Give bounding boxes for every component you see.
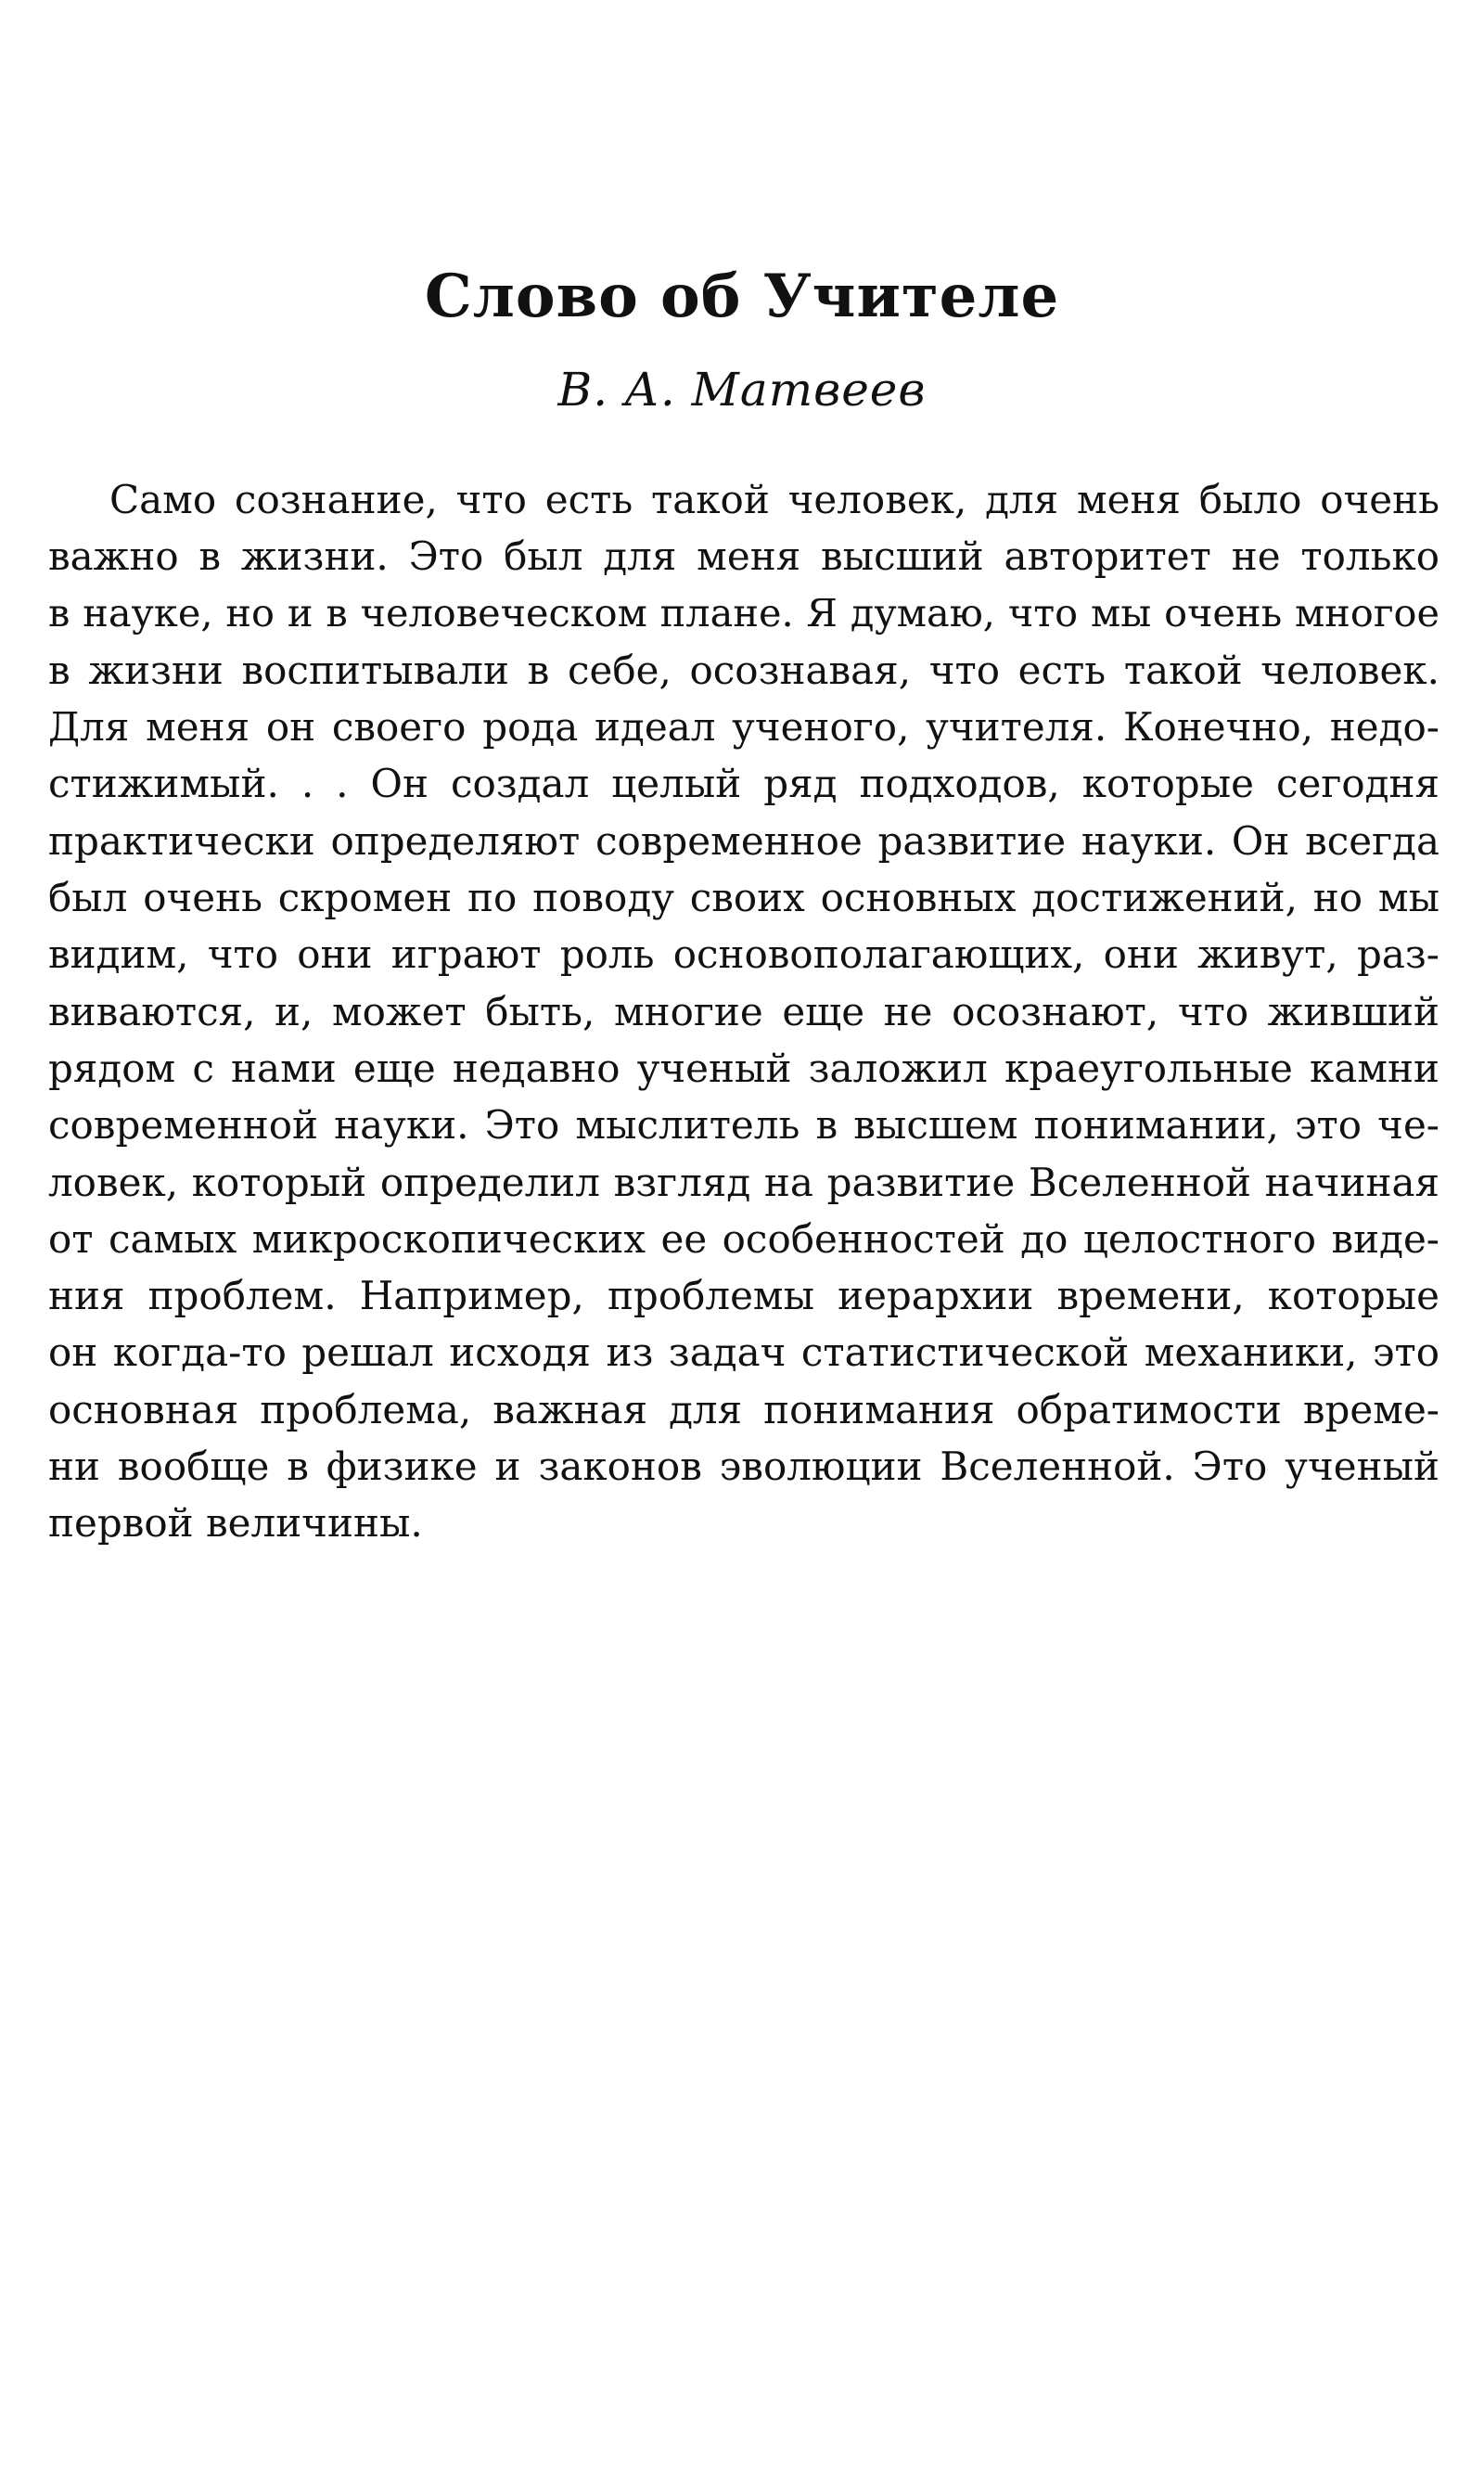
author-name: В. А. Матвеев: [557, 363, 927, 417]
paragraph-line: ни вообще в физике и законов эволюции Вселенной. Это ученый: [48, 1444, 1439, 1490]
paragraph-line: Само сознание, что есть такой человек, для меня было очень: [109, 477, 1439, 522]
paragraph-line: в науке, но и в человеческом плане. Я думаю, что мы очень многое: [48, 590, 1439, 636]
paragraph-line: ловек, который определил взгляд на развитие Вселенной начиная: [48, 1159, 1439, 1205]
paragraph-line: ния проблем. Например, проблемы иерархии времени, которые: [48, 1273, 1439, 1319]
paragraph-line: он когда-то решал исходя из задач статистической механики, это: [48, 1329, 1439, 1376]
paragraph-line: в жизни воспитывали в себе, осознавая, что есть такой человек.: [48, 647, 1439, 693]
paragraph-line: виваются, и, может быть, многие еще не осознают, что живший: [48, 988, 1439, 1034]
paragraph-line: важно в жизни. Это был для меня высший авторитет не только: [48, 533, 1439, 580]
paragraph-line: стижимый. . . Он создал целый ряд подходов, которые сегодня: [48, 761, 1439, 807]
paragraph-line: от самых микроскопических ее особенностей до целостного виде-: [48, 1215, 1439, 1262]
paragraph-line: первой величины.: [48, 1500, 423, 1547]
body-paragraph: [48, 471, 1439, 1552]
paragraph-line: видим, что они играют роль основополагающих, они живут, раз-: [48, 931, 1439, 978]
paragraph-line: Для меня он своего рода идеал ученого, учителя. Конечно, недо-: [48, 704, 1439, 751]
paragraph-line: основная проблема, важная для понимания обратимости време-: [48, 1386, 1439, 1432]
paragraph-line: рядом с нами еще недавно ученый заложил краеугольные камни: [48, 1045, 1439, 1091]
paragraph-line: был очень скромен по поводу своих основных достижений, но мы: [48, 875, 1439, 921]
paragraph-line: практически определяют современное развитие науки. Он всегда: [48, 817, 1439, 864]
page-title: Слово об Учителе: [424, 262, 1060, 331]
paragraph-line: современной науки. Это мыслитель в высшем понимании, это че-: [48, 1102, 1439, 1149]
